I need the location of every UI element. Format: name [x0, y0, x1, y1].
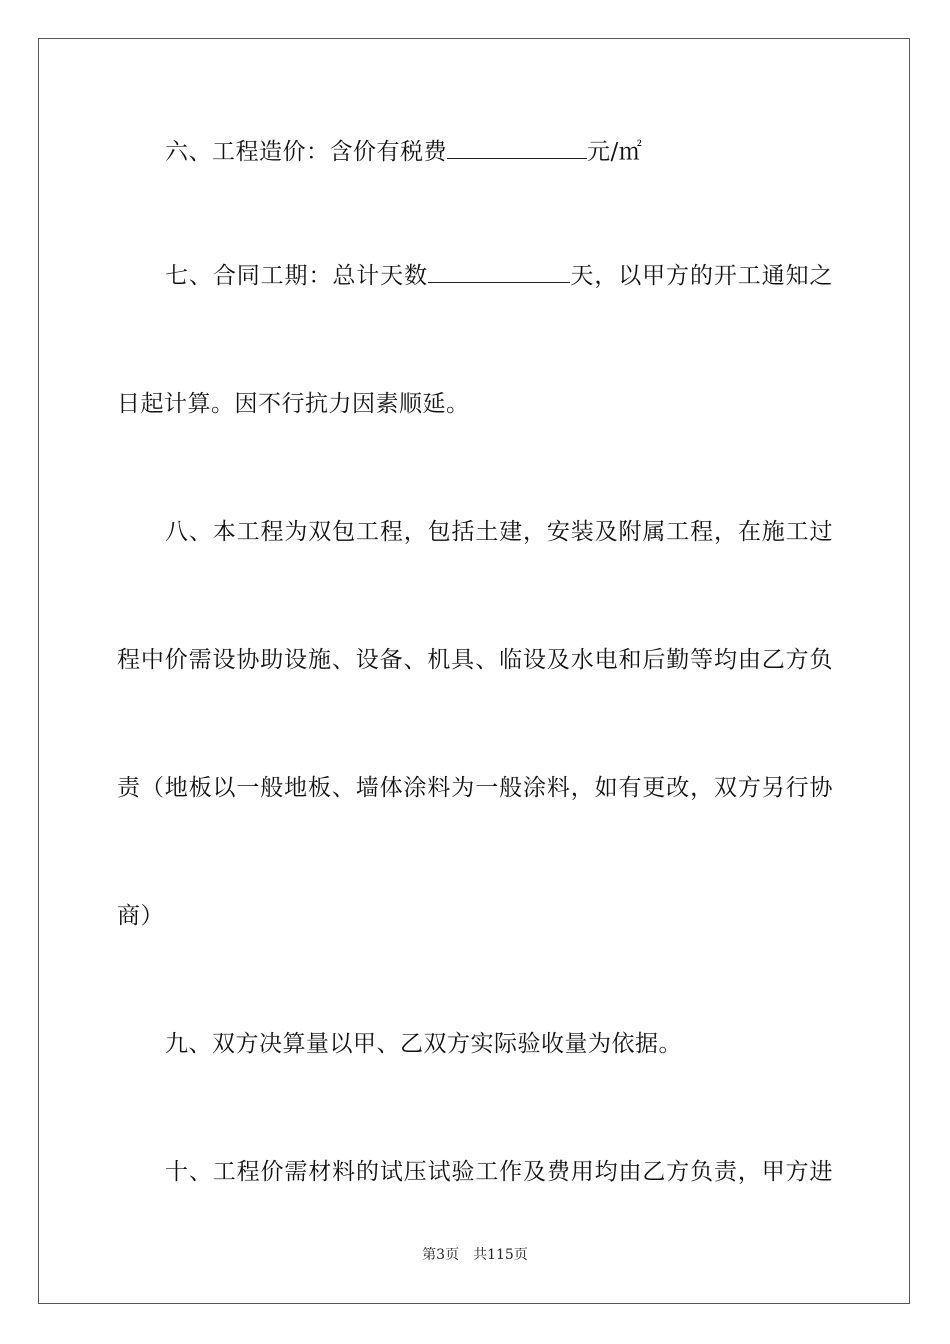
page-footer — [0, 1246, 950, 1264]
paragraph-10-line-1: 十、工程价需材料的试压试验工作及费用均由乙方负责，甲方进 — [165, 1159, 833, 1185]
p6-text-before: 六、工程造价：含价有税费 — [165, 139, 447, 165]
p6-text-after: 元/㎡ — [587, 139, 643, 165]
paragraph-6-line-1 — [165, 138, 642, 166]
fill-in-blank-days[interactable] — [428, 264, 570, 283]
paragraph-8-line-1: 八、本工程为双包工程，包括土建，安装及附属工程，在施工过 — [165, 519, 833, 545]
paragraph-8-line-3: 责（地板以一般地板、墙体涂料为一般涂料，如有更改，双方另行协 — [117, 775, 833, 801]
paragraph-8-line-2: 程中价需设协助设施、设备、机具、临设及水电和后勤等均由乙方负 — [117, 647, 833, 673]
paragraph-9-line-1: 九、双方决算量以甲、乙双方实际验收量为依据。 — [165, 1031, 682, 1057]
fill-in-blank-price[interactable] — [447, 140, 587, 159]
paragraph-7-line-2: 日起计算。因不行抗力因素顺延。 — [117, 391, 470, 417]
page-number: 第3页 — [422, 1247, 460, 1263]
paragraph-7-line-1 — [165, 262, 833, 290]
p7-line1-after: 天，以甲方的开工通知之 — [570, 263, 834, 289]
total-pages: 共115页 — [473, 1247, 528, 1263]
paragraph-8-line-4: 商） — [117, 903, 164, 929]
p7-line1-before: 七、合同工期：总计天数 — [165, 263, 428, 289]
